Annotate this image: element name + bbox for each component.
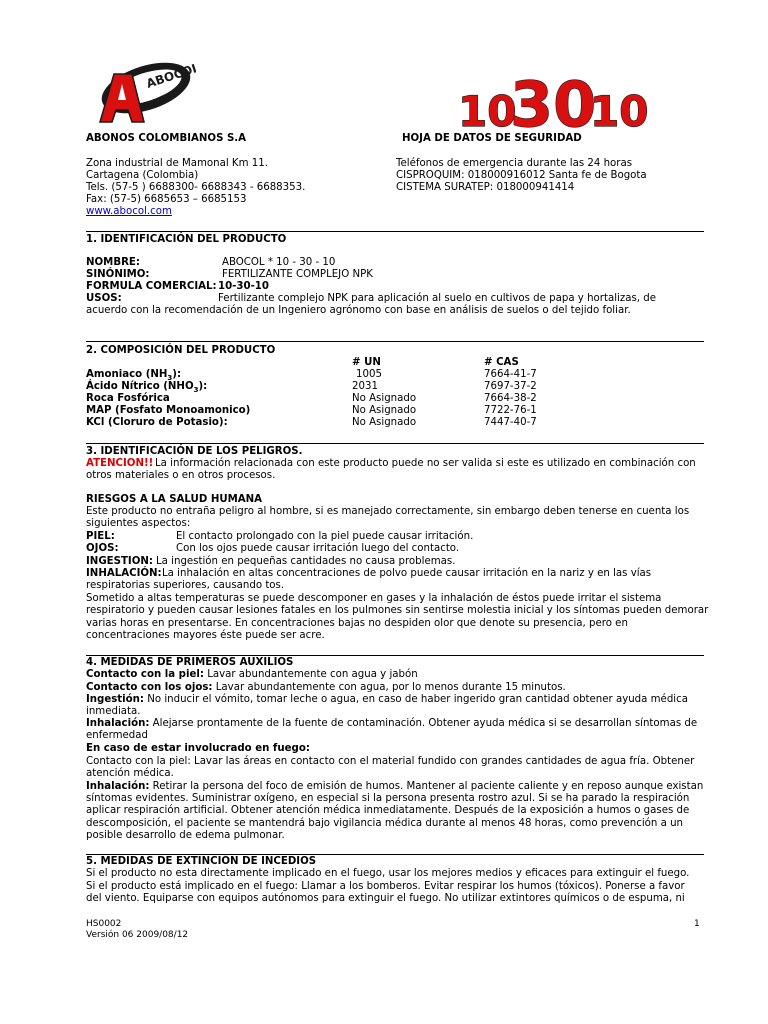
ingestion-value: La ingestión en pequeñas cantidades no causa problemas.: [156, 556, 456, 567]
component-un: No Asignado: [352, 393, 417, 404]
sometido-text: varias horas en presentarse. En concentraciones bajas no despiden olor que denote su presencia, pero en: [86, 618, 628, 629]
footer-version: Versión 06 2009/08/12: [86, 930, 189, 940]
component-un: No Asignado: [352, 405, 417, 416]
section-divider: [86, 443, 704, 444]
abocol-logo-text: ABOCOL: [144, 60, 196, 91]
sometido-text: Sometido a altas temperaturas se puede descomponer en gases y la inhalación de éstos puede irritar el sistema: [86, 593, 662, 604]
ojos-value: Con los ojos puede causar irritación luego del contacto.: [176, 543, 460, 554]
first-aid-inhalation-cont: enfermedad: [86, 730, 148, 741]
component-cas: 7664-38-2: [484, 393, 537, 404]
document-title: HOJA DE DATOS DE SEGURIDAD: [402, 133, 582, 144]
piel-value: El contacto prolongado con la piel puede causar irritación.: [176, 531, 474, 542]
atencion-text: La información relacionada con este producto puede no ser valida si este es utilizado en combinación con: [155, 458, 696, 469]
first-aid-inhalation: Inhalación: Alejarse prontamente de la fuente de contaminación. Obtener ayuda médica si se desarrollan síntomas de: [86, 718, 698, 729]
inhalacion-label: INHALACIÓN:: [86, 568, 162, 579]
first-aid-skin: Contacto con la piel: Lavar abundantemente con agua y jabón: [86, 669, 418, 680]
company-name: ABONOS COLOMBIANOS S.A: [86, 133, 247, 144]
fire-skin-text: Contacto con la piel: Lavar las áreas en contacto con el material fundido con grandes cantidades de agua fría. Obtener: [86, 756, 695, 767]
piel-label: PIEL:: [86, 531, 115, 542]
abocol-logo: [86, 54, 196, 126]
riesgos-text: siguientes aspectos:: [86, 518, 191, 529]
emergency-line: CISPROQUIM: 018000916012 Santa fe de Bogota: [396, 170, 647, 181]
component-un: 2031: [352, 381, 378, 392]
section-3-title: 3. IDENTIFICACIÓN DE LOS PELIGROS.: [86, 446, 303, 457]
col-un-header: # UN: [352, 357, 381, 368]
fire-inhalation-text: posible desarrollo de edema pulmonar.: [86, 830, 285, 841]
address-line: Fax: (57-5) 6685653 – 6685153: [86, 194, 247, 205]
fire-inhalation-text: síntomas evidentes. Suministrar oxígeno, en especial si la persona presenta rostro azul. Si se ha parado la respiración: [86, 793, 690, 804]
component-un: No Asignado: [352, 417, 417, 428]
component-name: Ácido Nítrico $(NHO_3)$:: [86, 381, 208, 395]
section-1-title: 1. IDENTIFICACIÓN DEL PRODUCTO: [86, 234, 287, 245]
component-name: MAP (Fosfato Monoamonico): [86, 405, 251, 416]
fire-inhalation-text: aplicar respiración artificial. Obtener atención médica inmediatamente. Después de la exposición a humos o gases de: [86, 805, 690, 816]
sometido-text: respiratorio y pueden causar lesiones fatales en los pulmones sin sentirse molestia inicial y los síntomas pueden demorar: [86, 605, 709, 616]
website-link[interactable]: www.abocol.com: [86, 206, 172, 217]
ingestion-label: INGESTION:: [86, 556, 153, 567]
component-un: 1005: [356, 369, 382, 380]
first-aid-ingestion: Ingestión: No inducir el vómito, tomar leche o agua, en caso de haber ingerido gran cantidad obtener ayuda médica: [86, 694, 688, 705]
product-logo-part2: 30: [510, 70, 597, 132]
fire-inhalation-text: descomposición, el paciente se mantendrá bajo vigilancia médica durante al menos 48 horas, como prevención a un: [86, 818, 684, 829]
component-cas: 7447-40-7: [484, 417, 537, 428]
ojos-label: OJOS:: [86, 543, 119, 554]
first-aid-ingestion-cont: inmediata.: [86, 706, 141, 717]
product-logo-part3: 10: [590, 87, 649, 132]
formula-label: FORMULA COMERCIAL:: [86, 281, 217, 292]
usos-label: USOS:: [86, 293, 122, 304]
section-5-title: 5. MEDIDAS DE EXTINCIÓN DE INCEDIOS: [86, 856, 317, 867]
sometido-text: concentraciones mayores éste puede ser acre.: [86, 630, 325, 641]
product-logo-10-30-10: [456, 70, 656, 132]
atencion-label: ATENCION!!: [86, 458, 154, 469]
address-line: Cartagena (Colombia): [86, 170, 199, 181]
component-cas: 7664-41-7: [484, 369, 537, 380]
section-divider: [86, 341, 704, 342]
atencion-text: otros materiales o en otros procesos.: [86, 470, 276, 481]
component-name: Amoniaco $(NH_3)$:: [86, 369, 182, 383]
fire-inhalation: Inhalación: Retirar la persona del foco de emisión de humos. Mantener al paciente caliente y en reposo aunque existan: [86, 781, 704, 792]
component-cas: 7697-37-2: [484, 381, 537, 392]
section-divider: [86, 655, 704, 656]
nombre-value: ABOCOL * 10 - 30 - 10: [222, 257, 336, 268]
product-logo-part1: 10: [458, 87, 517, 132]
col-cas-header: # CAS: [484, 357, 519, 368]
sinonimo-label: SINÓNIMO:: [86, 269, 150, 280]
section-divider: [86, 231, 704, 232]
usos-value: Fertilizante complejo NPK para aplicación al suelo en cultivos de papa y hortalizas, de: [218, 293, 656, 304]
address-line: Tels. (57-5 ) 6688300- 6688343 - 6688353.: [86, 182, 306, 193]
extinction-text: Si el producto no esta directamente implicado en el fuego, usar los mejores medios y eficaces para extinguir el fuego.: [86, 868, 690, 879]
fire-skin-text: atención médica.: [86, 768, 174, 779]
fire-subtitle: En caso de estar involucrado en fuego:: [86, 743, 310, 754]
usos-continuation: acuerdo con la recomendación de un Ingeniero agrónomo con base en análisis de suelos o del tejido foliar.: [86, 305, 631, 316]
component-name: Roca Fosfórica: [86, 393, 170, 404]
emergency-line: Teléfonos de emergencia durante las 24 horas: [396, 158, 633, 169]
sinonimo-value: FERTILIZANTE COMPLEJO NPK: [222, 269, 373, 280]
extinction-text: Si el producto está implicado en el fuego: Llamar a los bomberos. Evitar respirar los humos (tóxicos). Ponerse a favor: [86, 881, 685, 892]
component-cas: 7722-76-1: [484, 405, 537, 416]
formula-value: 10-30-10: [218, 281, 269, 292]
nombre-label: NOMBRE:: [86, 257, 140, 268]
footer-code: HS0002: [86, 919, 122, 929]
component-name: KCl (Cloruro de Potasio):: [86, 417, 228, 428]
emergency-line: CISTEMA SURATEP: 018000941414: [396, 182, 575, 193]
address-line: Zona industrial de Mamonal Km 11.: [86, 158, 268, 169]
riesgos-title: RIESGOS A LA SALUD HUMANA: [86, 494, 263, 505]
inhalacion-text: La inhalación en altas concentraciones de polvo puede causar irritación en la nariz y en las vías: [162, 568, 652, 579]
first-aid-eyes: Contacto con los ojos: Lavar abundantemente con agua, por lo menos durante 15 minutos.: [86, 682, 566, 693]
section-2-title: 2. COMPOSICIÓN DEL PRODUCTO: [86, 345, 276, 356]
riesgos-text: Este producto no entraña peligro al hombre, si es manejado correctamente, sin embargo deben tenerse en cuenta los: [86, 506, 690, 517]
extinction-text: del viento. Equiparse con equipos autónomos para extinguir el fuego. No utilizar extintores químicos o de espuma, ni: [86, 893, 685, 904]
section-divider: [86, 854, 704, 855]
page-number: 1: [694, 919, 700, 929]
inhalacion-text: respiratorias superiores, causando tos.: [86, 580, 285, 591]
section-4-title: 4. MEDIDAS DE PRIMEROS AUXILIOS: [86, 657, 294, 668]
